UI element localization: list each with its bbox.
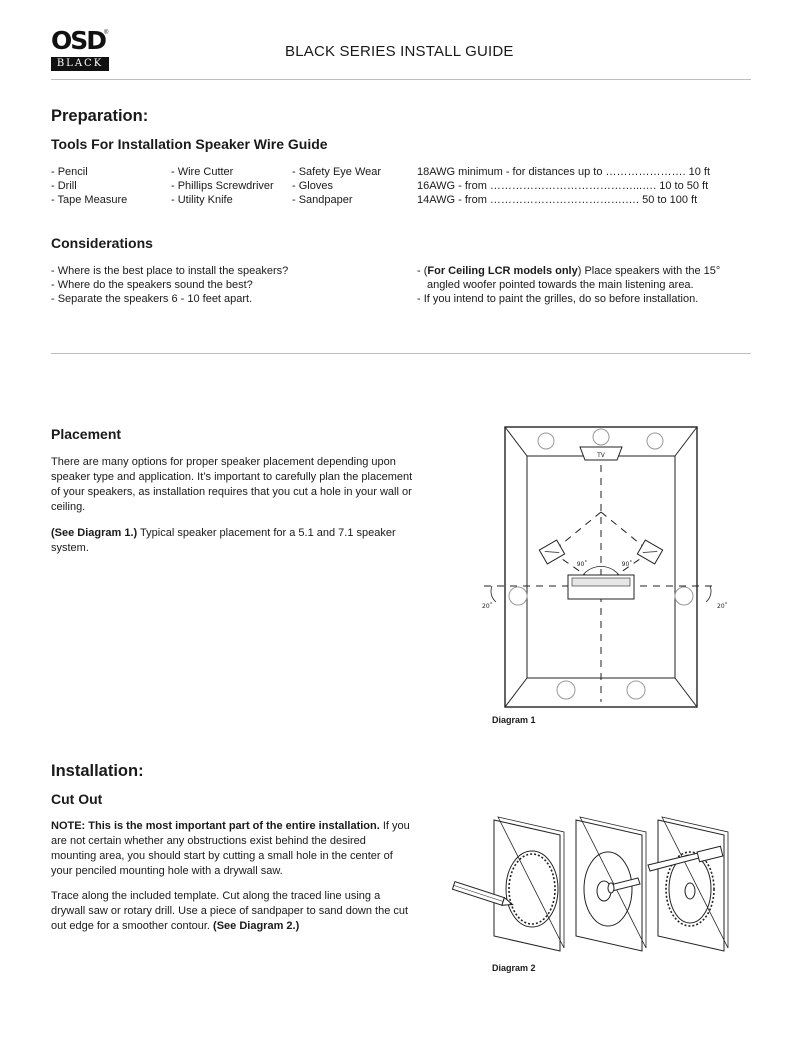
- perspective-line: [505, 427, 527, 456]
- placement-diagram-reference: [51, 526, 396, 556]
- consideration-item-continued: angled woofer pointed towards the main listening area.: [427, 279, 694, 291]
- ceiling-speaker-icon: [647, 433, 663, 449]
- considerations-heading: Considerations: [51, 235, 153, 251]
- rear-left-speaker-icon: [557, 681, 575, 699]
- ceiling-lcr-emphasis: For Ceiling LCR models only: [427, 265, 578, 277]
- tool-item: - Tape Measure: [51, 194, 128, 206]
- diagram-1-speaker-placement: [474, 420, 734, 720]
- angle-label-right-surround: 20˚: [717, 603, 728, 610]
- rear-right-speaker-icon: [627, 681, 645, 699]
- angle-label-left-surround: 20˚: [482, 603, 493, 610]
- cutout-note-paragraph: [51, 819, 413, 879]
- tool-item: - Gloves: [292, 180, 333, 192]
- step-3-saw-cutout: [648, 817, 728, 951]
- consideration-item: - Where do the speakers sound the best?: [51, 279, 253, 291]
- trace-paragraph: [51, 889, 413, 934]
- ceiling-speaker-icon: [593, 429, 609, 445]
- front-right-speaker-icon: [637, 540, 662, 564]
- consideration-item: - If you intend to paint the grilles, do so before installation.: [417, 293, 699, 305]
- angle-arc: [491, 586, 496, 602]
- placement-reference-text: Typical speaker placement for a 5.1 and 7.1 speaker system.: [51, 527, 396, 554]
- considerations-list-right: [417, 264, 720, 306]
- tools-list-1: [51, 165, 127, 207]
- step-2-drill-center: [576, 817, 646, 951]
- tools-list-3: [292, 165, 381, 207]
- placement-heading: Placement: [51, 426, 122, 442]
- text-prefix: - (: [417, 265, 428, 277]
- cutout-heading: Cut Out: [51, 791, 103, 807]
- wire-gauge-row: 16AWG - from …………………………………...…. 10 to 50 ft: [417, 180, 709, 192]
- wire-gauge-row: 18AWG minimum - for distances up to …………………. 10 ft: [417, 166, 711, 178]
- wire-gauge-guide: [417, 165, 710, 207]
- logo-subtitle: BLACK: [51, 57, 109, 71]
- logo-wordmark: OSD: [51, 26, 106, 55]
- tool-item: - Drill: [51, 180, 77, 192]
- drywall-panel: [494, 820, 560, 951]
- considerations-list-left: [51, 264, 288, 306]
- wire-gauge-row: 14AWG - from ……………………………….…. 50 to 100 ft: [417, 194, 698, 206]
- tools-heading: Tools For Installation Speaker Wire Guide: [51, 136, 328, 152]
- angle-label-left: 90˚: [576, 561, 588, 568]
- angle-arc: [706, 586, 711, 602]
- diagram-2-caption: Diagram 2: [492, 963, 536, 973]
- placement-paragraph: There are many options for proper speaker placement depending upon speaker type and application. It’s important to carefully plan the placement of your speakers, as installation requires that you cut a hole in your wall or ceiling.: [51, 456, 413, 513]
- side-right-speaker-icon: [675, 587, 693, 605]
- section-divider: [51, 353, 751, 354]
- perspective-line: [675, 427, 697, 456]
- tv-label: TV: [597, 452, 605, 459]
- consideration-item: - Separate the speakers 6 - 10 feet apart.: [51, 293, 253, 305]
- tool-item: - Phillips Screwdriver: [171, 180, 274, 192]
- room-inner-wall: [527, 456, 675, 678]
- consideration-item: - Where is the best place to install the speakers?: [51, 265, 289, 277]
- tool-item: - Utility Knife: [171, 194, 233, 206]
- tool-item: - Pencil: [51, 166, 88, 178]
- ceiling-speaker-icon: [538, 433, 554, 449]
- preparation-heading: Preparation:: [51, 107, 149, 125]
- cutout-note-text: If you are not certain whether any obstructions exist behind the desired mounting area, you should start by cutting a small hole in the center of your penciled mounting hole with a drywall saw.: [51, 820, 410, 877]
- consideration-item-ceiling-lcr: [417, 264, 720, 278]
- front-left-speaker-icon: [539, 540, 564, 564]
- diagram-1-caption: Diagram 1: [492, 715, 536, 725]
- installation-heading: Installation:: [51, 762, 144, 780]
- diagram-2-cutout-steps: [450, 805, 750, 960]
- diagram-2-reference: (See Diagram 2.): [213, 920, 300, 932]
- tool-item: - Sandpaper: [292, 194, 353, 206]
- trace-text: Trace along the included template. Cut along the traced line using a drywall saw or rotary drill. Use a piece of sandpaper to sand down the cut out edge for a smoother contour.: [51, 890, 409, 932]
- tools-list-2: [171, 165, 274, 207]
- diagram-1-reference: (See Diagram 1.): [51, 527, 138, 539]
- perspective-line: [505, 678, 527, 707]
- angle-label-right: 90˚: [621, 561, 633, 568]
- perspective-line: [675, 678, 697, 707]
- cutout-note-emphasis: NOTE: This is the most important part of the entire installation.: [51, 820, 380, 832]
- couch-back: [572, 578, 630, 586]
- page-title: BLACK SERIES INSTALL GUIDE: [285, 43, 514, 60]
- text-suffix: ) Place speakers with the 15°: [577, 265, 721, 277]
- side-left-speaker-icon: [509, 587, 527, 605]
- logo-registered-mark: ®: [104, 30, 109, 36]
- tool-item: - Wire Cutter: [171, 166, 234, 178]
- header-divider: [51, 79, 751, 80]
- step-1-trace-template: [452, 817, 564, 951]
- osd-black-logo: [51, 28, 109, 72]
- tool-item: - Safety Eye Wear: [292, 166, 382, 178]
